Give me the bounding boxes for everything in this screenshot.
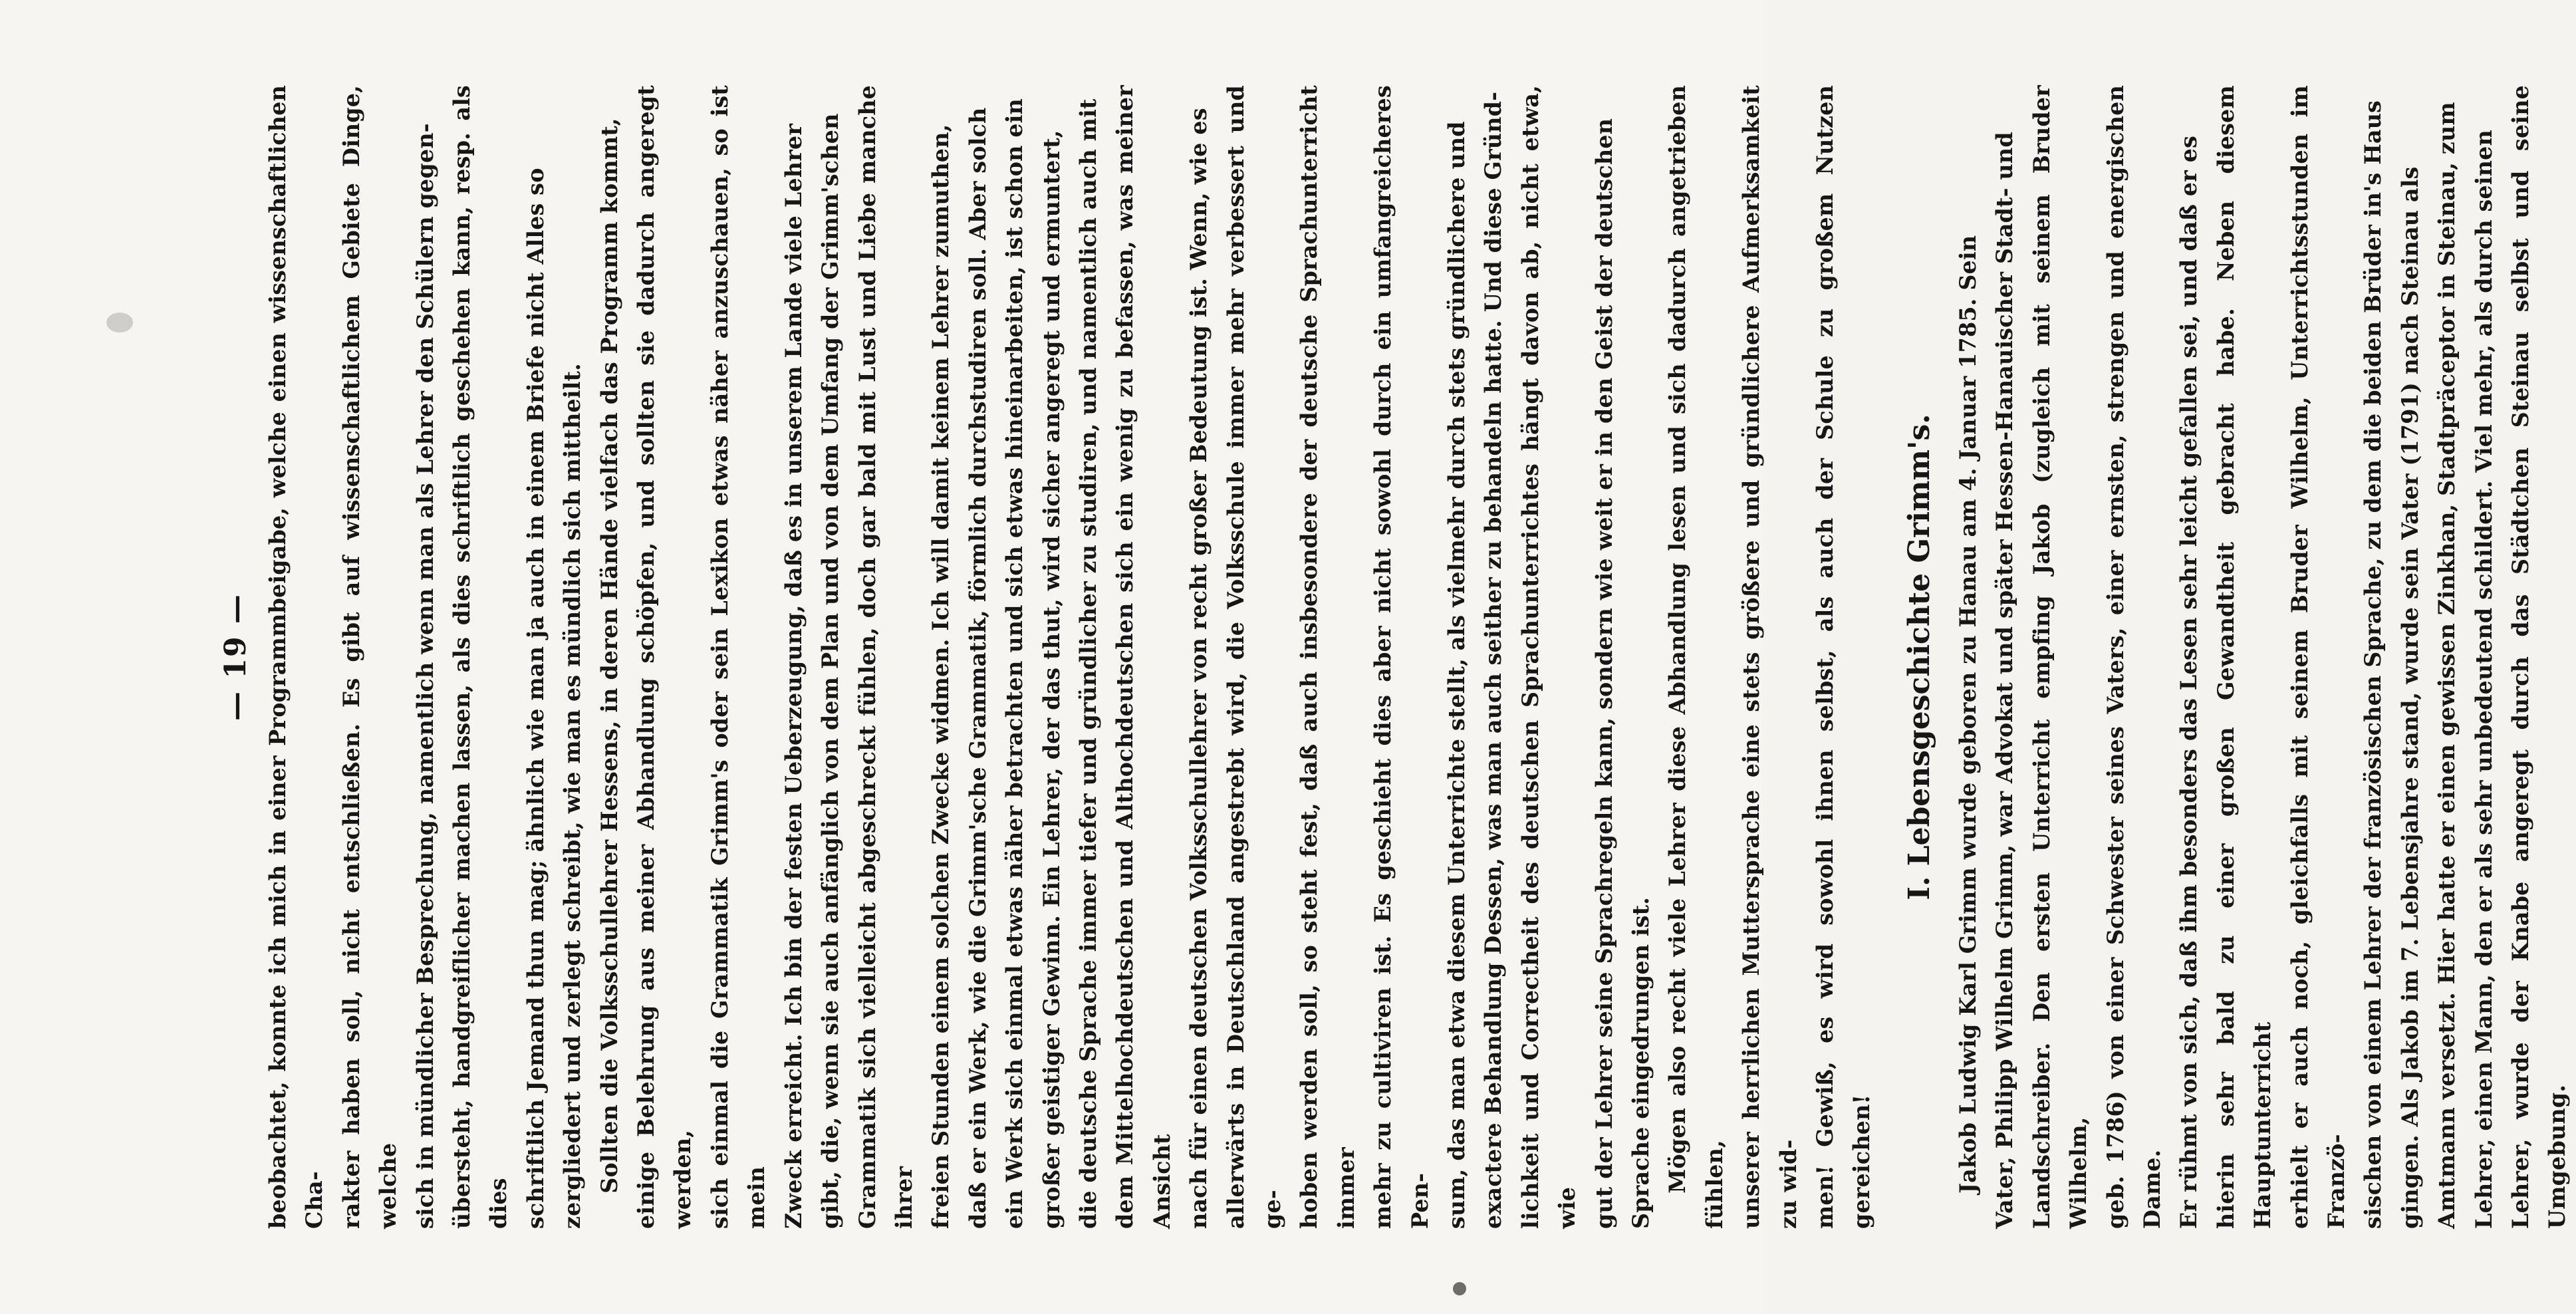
text-line: Er rühmt von sich, daß ihm besonders das Lesen sehr leicht gefallen sei, und daß er es <box>2176 135 2202 1229</box>
intro-paragraph <box>259 85 591 1229</box>
text-line: Vater, Philipp Wilhelm Grimm, war Advokat und später Hessen-Hanauischer Stadt- und <box>1992 132 2018 1229</box>
text-line: allerwärts in Deutschland angestrebt wird, die Volksschule immer mehr verbessert und ge- <box>1222 85 1285 1229</box>
text-line: Lehrer, einen Mann, den er als sehr unbedeutend schildert. Viel mehr, als durch seinen <box>2470 130 2497 1229</box>
text-line: dem Mittelhochdeutschen und Althochdeutschen sich ein wenig zu befassen, was meiner Ansicht <box>1112 85 1175 1229</box>
section-heading: I. Lebensgeschichte Grimm's. <box>1902 414 1936 900</box>
text-line: Zweck erreicht. Ich bin der festen Ueberzeugung, daß es in unserem Lande viele Lehrer <box>780 123 807 1229</box>
text-line: rakter haben soll, nicht entschließen. Es gibt auf wissenschaftlichem Gebiete Dinge, welche <box>338 85 402 1229</box>
text-line: Landschreiber. Den ersten Unterricht empfing Jakob (zugleich mit seinem Bruder Wilhelm, <box>2028 85 2092 1229</box>
text-line: gut der Lehrer seine Sprachregeln kann, sondern wie weit er in den Geist der deutschen <box>1591 118 1617 1229</box>
text-line: geb. 1786) von einer Schwester seines Vaters, einer ernsten, strengen und energischen Dame. <box>2102 85 2165 1229</box>
book-page <box>213 85 2571 1229</box>
text-line: Jakob Ludwig Karl Grimm wurde geboren zu Hanau am 4. Januar 1785. Sein <box>1954 235 1981 1194</box>
text-line: unserer herrlichen Muttersprache eine stets größere und gründlichere Aufmerksamkeit zu wid- <box>1738 85 1801 1229</box>
text-line: sich in mündlicher Besprechung, namentlich wenn man als Lehrer den Schülern gegen- <box>412 123 438 1229</box>
text-line: Mögen also recht viele Lehrer diese Abhandlung lesen und sich dadurch angetrieben fühlen, <box>1664 85 1728 1229</box>
text-line: großer geistiger Gewinn. Ein Lehrer, der das thut, wird sicher angeregt und ermuntert, <box>1038 130 1065 1229</box>
text-line: schriftlich Jemand thun mag; ähnlich wie man ja auch in einem Briefe nicht Alles so <box>522 168 549 1229</box>
text-line: zergliedert und zerlegt schreibt, wie man es mündlich sich mittheilt. <box>559 363 586 1229</box>
text-line: Sollten die Volksschullehrer Hessens, in deren Hände vielfach das Programm kommt, <box>596 118 622 1194</box>
text-line: Amtmann versetzt. Hier hatte er einen gewissen Zinkhan, Stadtpräceptor in Steinau, zum <box>2434 102 2460 1229</box>
text-line: lichkeit und Correctheit des deutschen Sprachunterrichtes hängt davon ab, nicht etwa, wie <box>1517 85 1581 1229</box>
text-line: einige Belehrung aus meiner Abhandlung schöpfen, und sollten sie dadurch angeregt werden, <box>633 85 696 1229</box>
ink-dot <box>1453 1282 1466 1295</box>
text-line: die deutsche Sprache immer tiefer und gründlicher zu studiren, und namentlich auch mit <box>1075 98 1101 1229</box>
text-line: Grammatik sich vielleicht abgeschreckt fühlen, doch gar bald mit Lust und Liebe manche ihrer <box>854 85 917 1229</box>
text-line: sischen von einem Lehrer der französischen Sprache, zu dem die beiden Brüder in's Haus <box>2360 100 2386 1229</box>
text-line: ein Werk sich einmal etwas näher betrachten und sich etwas hineinarbeiten, ist schon ein <box>1001 98 1028 1229</box>
text-line: freien Stunden einem solchen Zwecke widmen. Ich will damit keinem Lehrer zumuthen, <box>928 124 954 1229</box>
text-line: hierin sehr bald zu einer großen Gewandtheit gebracht habe. Neben diesem Hauptunterricht <box>2212 85 2276 1229</box>
text-line: beobachtet, konnte ich mich in einer Programmbeigabe, welche einen wissenschaftlichen Cha- <box>265 85 328 1229</box>
text-line: übersteht, handgreiflicher machen lassen, als dies schriftlich geschehen kann, resp. als dies <box>449 85 512 1229</box>
text-line: nach für einen deutschen Volksschullehrer von recht großer Bedeutung ist. Wenn, wie es <box>1186 108 1212 1229</box>
text-line: erhielt er auch noch, gleichfalls mit seinem Bruder Wilhelm, Unterrichtsstunden im Franzö- <box>2286 85 2349 1229</box>
text-line: daß er ein Werk, wie die Grimm'sche Grammatik, förmlich durchstudiren soll. Aber solch <box>964 107 991 1229</box>
smudge-mark <box>106 313 133 332</box>
text-line: men! Gewiß, es wird sowohl ihnen selbst, als auch der Schule zu großem Nutzen gereichen! <box>1812 85 1875 1229</box>
text-line: exactere Behandlung Dessen, was man auch seither zu behandeln hatte. Und diese Gründ- <box>1480 91 1507 1229</box>
biography-paragraph <box>1950 85 2576 1229</box>
volksschullehrer-paragraph <box>591 85 1660 1229</box>
text-line: hoben werden soll, so steht fest, daß auch insbesondere der deutsche Sprachunterricht immer <box>1296 85 1359 1229</box>
text-line: Lehrer, wurde der Knabe angeregt durch das Städtchen Steinau selbst und seine Umgebung. <box>2507 85 2571 1229</box>
text-line: gingen. Als Jakob im 7. Lebensjahre stand, wurde sein Vater (1791) nach Steinau als <box>2396 166 2423 1229</box>
page-number: — 19 — <box>219 593 253 721</box>
text-line: sum, das man etwa diesem Unterrichte stellt, als vielmehr durch stets gründlichere und <box>1444 121 1470 1229</box>
text-line: mehr zu cultiviren ist. Es geschieht dies aber nicht sowohl durch ein umfangreicheres Pen- <box>1370 85 1433 1229</box>
text-line: sich einmal die Grammatik Grimm's oder sein Lexikon etwas näher anzuschauen, so ist mein <box>706 85 770 1229</box>
text-line: gibt, die, wenn sie auch anfänglich von dem Plan und von dem Umfang der Grimm'schen <box>817 113 844 1229</box>
text-line: Sprache eingedrungen ist. <box>1628 896 1654 1229</box>
appeal-paragraph <box>1659 85 1880 1229</box>
